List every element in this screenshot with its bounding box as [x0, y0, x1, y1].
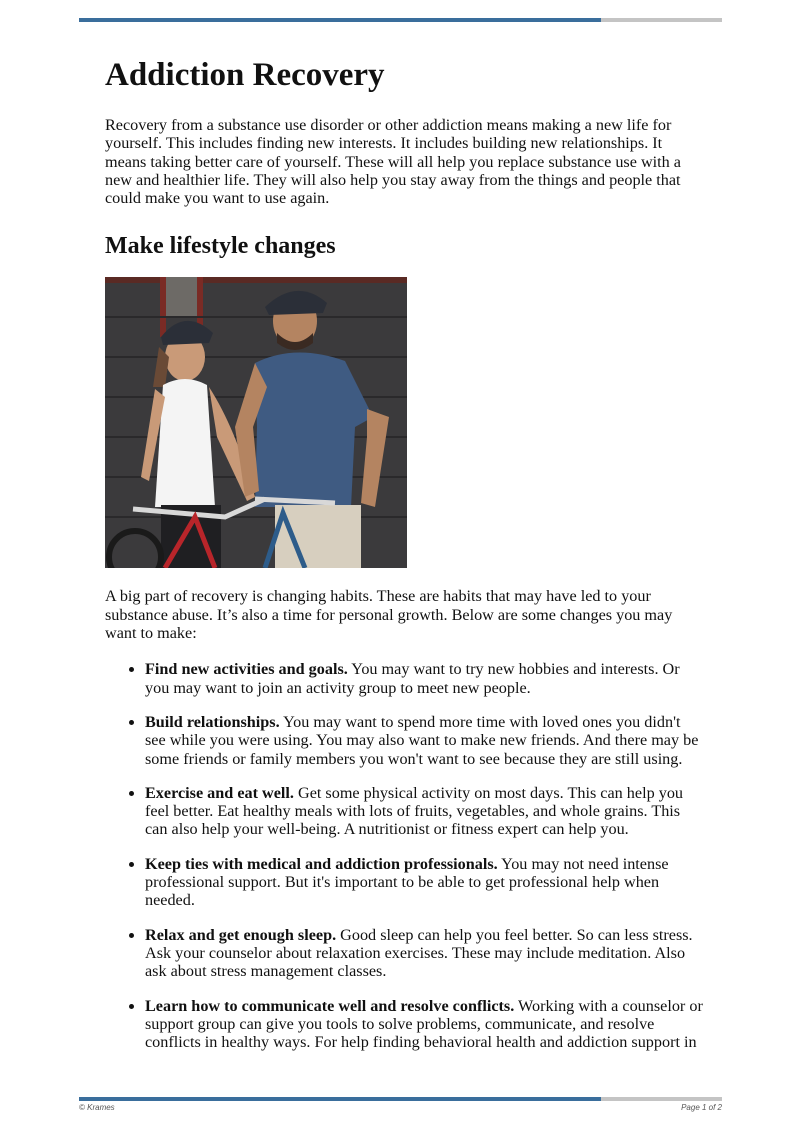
header-rule-accent	[79, 18, 601, 22]
list-item-heading: Relax and get enough sleep.	[145, 925, 337, 944]
header-rule-gray	[601, 18, 722, 22]
section-heading: Make lifestyle changes	[105, 233, 336, 260]
list-item-text: Good sleep can help you feel better. So can less stress. Ask your counselor about relaxation exercises. These may include meditation. Also ask about stress management classes.	[145, 925, 693, 981]
page-title: Addiction Recovery	[105, 57, 385, 93]
list-item	[145, 784, 705, 839]
footer-copyright: © Krames	[79, 1103, 115, 1112]
list-item-text: You may not need intense professional support. But it's important to be able to get professional help when needed.	[145, 854, 669, 910]
photo-illustration	[105, 277, 407, 568]
list-item	[145, 926, 705, 981]
list-item-heading: Keep ties with medical and addiction professionals.	[145, 854, 498, 873]
list-item-text: Get some physical activity on most days. This can help you feel better. Eat healthy meals with lots of fruits, vegetables, and whole grains. This can also help your well-being. A nutritionist or fitness expert can help you.	[145, 783, 684, 839]
list-item-text: You may want to try new hobbies and interests. Or you may want to join an activity group to meet new people.	[145, 660, 680, 697]
lifestyle-changes-list	[105, 660, 705, 1051]
list-item	[145, 660, 705, 697]
section-intro-paragraph: A big part of recovery is changing habits. These are habits that may have led to your substance abuse. It’s also a time for personal growth. Below are some changes you may want to make:	[105, 587, 673, 643]
couple-with-bicycles-photo	[105, 277, 407, 568]
list-item-heading: Learn how to communicate well and resolve conflicts.	[145, 996, 515, 1015]
header-rule	[79, 18, 722, 22]
list-item-heading: Find new activities and goals.	[145, 660, 348, 679]
list-item-heading: Build relationships.	[145, 712, 280, 731]
footer-page-number: Page 1 of 2	[681, 1103, 722, 1112]
list-item-text: Working with a counselor or support group can give you tools to solve problems, communicate, and resolve conflicts in healthy ways. For help finding behavioral health and addiction support in	[145, 996, 703, 1052]
list-item-heading: Exercise and eat well.	[145, 783, 294, 802]
list-item	[145, 997, 705, 1052]
intro-paragraph: Recovery from a substance use disorder or other addiction means making a new life for yourself. This includes finding new interests. It includes building new relationships. It means taking better care of yourself. These will all help you replace substance use with a new and healthier life. They will also help you stay away from the things and people that could make you want to use again.	[105, 116, 681, 208]
list-item	[145, 855, 705, 910]
document-body	[105, 54, 705, 1067]
footer-rule-accent	[79, 1097, 601, 1101]
list-item	[145, 713, 705, 768]
footer-rule	[79, 1097, 722, 1101]
list-item-text: You may want to spend more time with loved ones you didn't see while you were using. You may also want to make new friends. And there may be some friends or family members you won't want to see because they are still using.	[145, 712, 699, 768]
footer-rule-gray	[601, 1097, 722, 1101]
